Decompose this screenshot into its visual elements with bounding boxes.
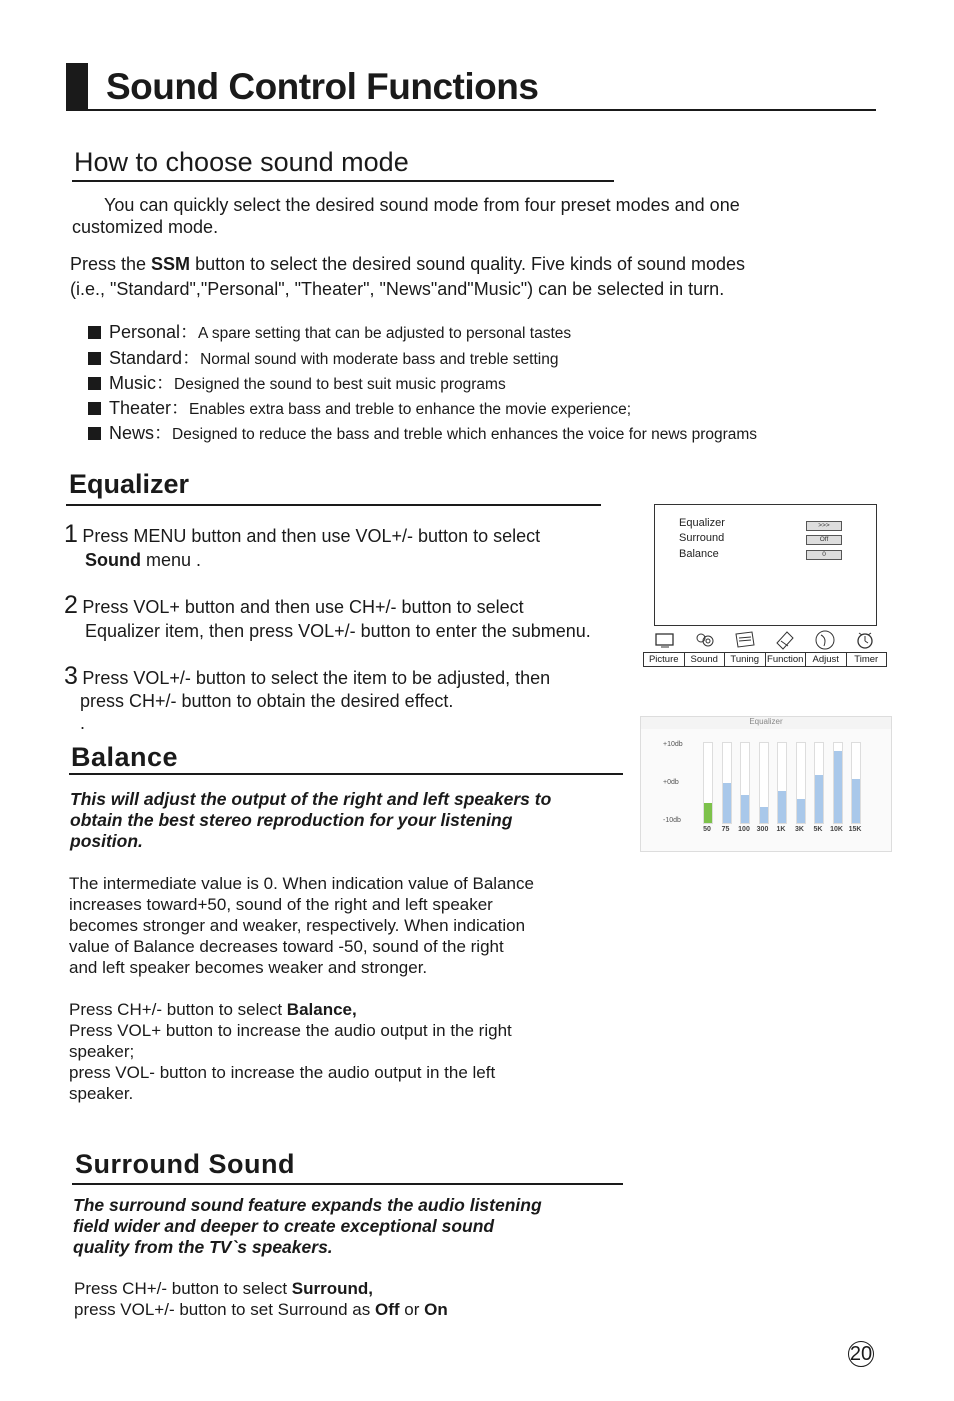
equalizer-step-1-line2	[85, 549, 201, 571]
adjust-icon	[805, 628, 845, 652]
mode-item-personal	[88, 318, 571, 342]
menu-tab-bar	[643, 652, 887, 667]
step-text: Press VOL+ button and then use CH+/- button to select	[82, 597, 524, 617]
equalizer-step-1	[64, 520, 540, 549]
function-icon	[765, 628, 805, 652]
sound-icon	[685, 628, 725, 652]
surround-or-label: or	[399, 1300, 425, 1319]
surround-lead-line: The surround sound feature expands the audio listening	[73, 1195, 542, 1215]
sound-mode-intro-2: customized mode.	[72, 217, 219, 237]
balance-desc-line: value of Balance decreases toward -50, sound of the right	[69, 937, 504, 956]
eq-slider-track[interactable]	[722, 742, 732, 824]
surround-lead-line: quality from the TV`s speakers.	[73, 1237, 333, 1257]
balance-lead-line: position.	[70, 831, 143, 851]
balance-press-line	[69, 999, 512, 1020]
mode-item-standard	[88, 344, 558, 368]
title-bar-accent	[66, 63, 88, 111]
equalizer-heading: Equalizer	[69, 469, 190, 499]
sound-menu-screen	[654, 504, 877, 626]
menu-item-balance: Balance	[679, 548, 719, 560]
equalizer-step-3	[64, 662, 550, 691]
balance-description	[69, 873, 534, 978]
mode-name: Standard	[109, 348, 183, 368]
equalizer-step-3-line2: press CH+/- button to obtain the desired effect.	[80, 691, 454, 711]
tab-adjust[interactable]: Adjust	[806, 653, 847, 666]
mode-name: Music	[109, 373, 157, 393]
ssm-suffix: button to select the desired sound quality. Five kinds of sound modes	[190, 254, 746, 274]
step-text: menu .	[141, 550, 202, 570]
mode-separator: ：	[156, 373, 175, 393]
eq-band-level	[852, 779, 860, 823]
balance-press-prefix: Press CH+/- button to select	[69, 1000, 287, 1019]
surround-set-line	[74, 1299, 448, 1320]
balance-instr-line: press VOL- button to increase the audio output in the left	[69, 1063, 496, 1082]
menu-value-balance: 0	[806, 550, 842, 560]
balance-lead-line: This will adjust the output of the right and left speakers to	[70, 789, 552, 809]
eq-band-level	[797, 799, 805, 823]
tab-tuning[interactable]: Tuning	[725, 653, 766, 666]
balance-lead-line: obtain the best stereo reproduction for your listening	[70, 810, 513, 830]
balance-press-key: Balance,	[286, 1000, 357, 1019]
step-number: 2	[64, 591, 78, 619]
eq-slider-track[interactable]	[703, 742, 713, 824]
step-text: Press VOL+/- button to select the item to be adjusted, then	[82, 668, 551, 688]
eq-slider-track[interactable]	[740, 742, 750, 824]
equalizer-screen	[640, 716, 892, 852]
bullet-square-icon	[88, 427, 101, 440]
eq-band-label: 10K	[830, 826, 843, 833]
surround-heading: Surround Sound	[75, 1149, 295, 1179]
eq-band-label: 300	[756, 826, 769, 833]
eq-slider-track[interactable]	[796, 742, 806, 824]
balance-instr-line: speaker.	[69, 1084, 134, 1103]
menu-icon-row	[645, 628, 885, 652]
mode-desc: Designed to reduce the bass and treble which enhances the voice for news programs	[172, 426, 758, 443]
title-underline	[66, 109, 876, 111]
equalizer-step-2-line2: Equalizer item, then press VOL+/- button to enter the submenu.	[85, 621, 591, 641]
surround-lead	[73, 1195, 542, 1258]
surround-press-prefix: Press CH+/- button to select	[74, 1279, 292, 1298]
page-title: Sound Control Functions	[106, 66, 539, 107]
balance-rule	[69, 773, 623, 775]
eq-band-level	[834, 751, 842, 823]
menu-value-surround: Off	[806, 535, 842, 545]
page-number: 20	[849, 1343, 873, 1365]
eq-band-level	[704, 803, 712, 823]
tab-sound[interactable]: Sound	[685, 653, 726, 666]
eq-slider-track[interactable]	[759, 742, 769, 824]
surround-rule	[72, 1183, 623, 1185]
balance-instr-line: speaker;	[69, 1042, 135, 1061]
mode-desc: A spare setting that can be adjusted to personal tastes	[198, 325, 572, 342]
menu-item-surround: Surround	[679, 532, 725, 544]
sound-menu-label: Sound	[85, 550, 141, 570]
eq-band-label: 75	[721, 826, 730, 833]
surround-instructions	[74, 1278, 448, 1320]
tab-timer[interactable]: Timer	[854, 654, 879, 665]
mode-desc: Normal sound with moderate bass and treble setting	[200, 351, 559, 368]
eq-y-label-top: +10db	[663, 741, 683, 748]
eq-slider-track[interactable]	[851, 742, 861, 824]
eq-band-label: 5K	[813, 826, 823, 833]
ssm-instruction	[70, 253, 745, 275]
mode-desc: Designed the sound to best suit music programs	[174, 376, 506, 393]
equalizer-graph	[641, 729, 891, 851]
eq-band-label: 3K	[795, 826, 804, 833]
mode-separator: ：	[154, 423, 173, 443]
ssm-prefix: Press the	[70, 254, 152, 274]
eq-slider-track[interactable]	[814, 742, 824, 824]
bullet-square-icon	[88, 352, 101, 365]
surround-press-line	[74, 1278, 448, 1299]
surround-set-prefix: press VOL+/- button to set Surround as	[74, 1300, 375, 1319]
surround-lead-line: field wider and deeper to create exceptional sound	[73, 1216, 495, 1236]
mode-separator: ：	[171, 398, 190, 418]
step-number: 1	[64, 520, 78, 548]
timer-icon	[845, 628, 885, 652]
step-number: 3	[64, 662, 78, 690]
mode-item-theater	[88, 394, 631, 418]
sound-mode-intro-1: You can quickly select the desired sound mode from four preset modes and one	[104, 195, 740, 215]
balance-desc-line: and left speaker becomes weaker and stronger.	[69, 958, 428, 977]
eq-band-level	[778, 791, 786, 823]
mode-name: Personal	[109, 322, 181, 342]
mode-item-news	[88, 419, 757, 443]
mode-separator: ：	[180, 322, 199, 342]
mode-separator: ：	[182, 348, 201, 368]
balance-instr-line: Press VOL+ button to increase the audio output in the right	[69, 1021, 512, 1040]
eq-band-level	[723, 783, 731, 823]
eq-slider-track[interactable]	[777, 742, 787, 824]
surround-off-label: Off	[374, 1300, 400, 1319]
eq-y-label-mid: +0db	[663, 779, 679, 786]
bullet-square-icon	[88, 326, 101, 339]
picture-icon	[645, 628, 685, 652]
eq-band-level	[815, 775, 823, 823]
step-text: Press MENU button and then use VOL+/- button to select	[82, 526, 541, 546]
balance-desc-line: increases toward+50, sound of the right and left speaker	[69, 895, 493, 914]
ssm-instruction-2: (i.e., "Standard","Personal", "Theater", "News"and"Music") can be selected in turn.	[70, 279, 725, 299]
eq-slider-track[interactable]	[833, 742, 843, 824]
eq-band-label: 1K	[776, 826, 786, 833]
mode-name: Theater	[109, 398, 172, 418]
balance-desc-line: The intermediate value is 0. When indication value of Balance	[69, 874, 534, 893]
tab-picture[interactable]: Picture	[644, 653, 685, 666]
bullet-square-icon	[88, 402, 101, 415]
balance-desc-line: becomes stronger and weaker, respectively. When indication	[69, 916, 526, 935]
eq-band-level	[760, 807, 768, 823]
eq-y-label-bottom: -10db	[663, 817, 681, 824]
tuning-icon	[725, 628, 765, 652]
bullet-square-icon	[88, 377, 101, 390]
eq-band-label: 50	[703, 826, 711, 833]
mode-item-music	[88, 369, 506, 393]
sound-mode-heading: How to choose sound mode	[74, 147, 409, 177]
mode-name: News	[109, 423, 155, 443]
balance-lead	[70, 789, 551, 852]
mode-desc: Enables extra bass and treble to enhance the movie experience;	[189, 401, 632, 418]
menu-item-equalizer: Equalizer	[679, 517, 725, 529]
sound-mode-rule	[72, 180, 614, 182]
ssm-key: SSM	[151, 254, 191, 274]
equalizer-step-3-line3: .	[80, 713, 86, 733]
equalizer-step-2	[64, 591, 524, 620]
surround-on-label: On	[424, 1300, 448, 1319]
eq-band-label: 100	[738, 826, 750, 833]
eq-band-level	[741, 795, 749, 823]
balance-instructions	[69, 999, 512, 1104]
balance-heading: Balance	[71, 742, 179, 772]
surround-press-key: Surround,	[291, 1279, 374, 1298]
menu-value-equalizer: >>>	[806, 521, 842, 531]
tab-function[interactable]: Function	[766, 653, 807, 666]
equalizer-screen-title: Equalizer	[749, 717, 783, 726]
eq-band-label: 15K	[848, 826, 862, 833]
equalizer-rule	[66, 504, 601, 506]
